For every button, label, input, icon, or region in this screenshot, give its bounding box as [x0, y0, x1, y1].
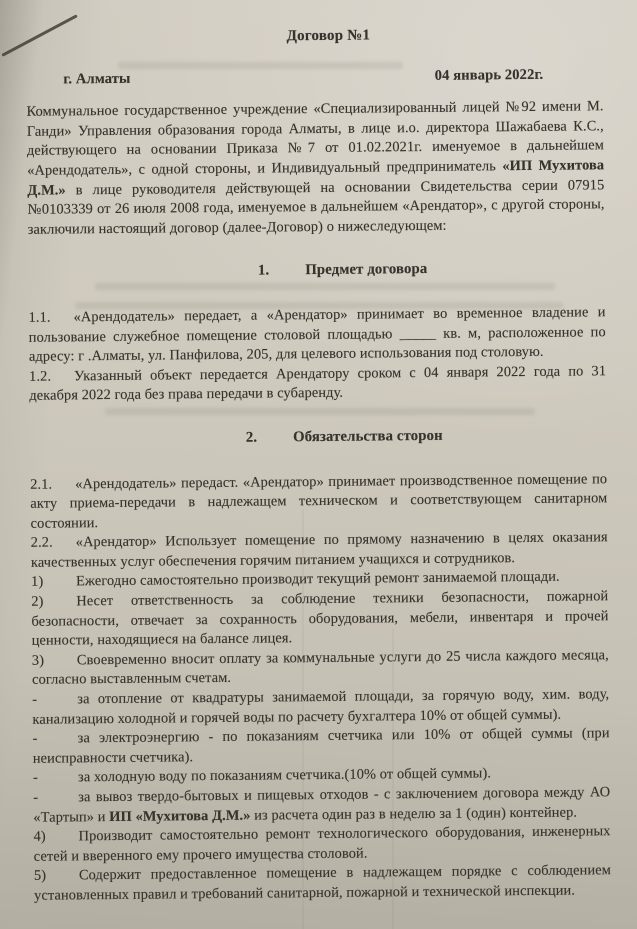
paragraph-label: 2.2. — [30, 534, 53, 552]
date-label: 04 январь 2022г. — [434, 66, 544, 84]
text-segment: за отопление от квадратуры занимаемой площади, за горячую воду, хим. воду, канализацию холодной и горячей воды по расчету бухгалтера 10% от общей суммы). — [32, 686, 610, 728]
city-label: г. Алматы — [63, 70, 131, 88]
document-paragraph — [32, 685, 609, 730]
text-segment: в лице руководителя действующей на основании Свидетельства серии 07915 №0103339 от 26 июля 2008 года, именуемое в дальнейшем «Арендатор», с другой стороны, заключили настоящий договор (далее-Договор) о нижеследующем: — [27, 176, 605, 238]
document-paragraph — [30, 470, 608, 534]
paragraph-label: 2) — [31, 593, 44, 610]
paragraph-label: - — [32, 691, 38, 708]
section-title: Обязательства сторон — [293, 427, 443, 446]
text-segment: Содержит предоставленное помещение в надлежащем порядке с соблюдением установленных правил и требований санитарной, пожарной и технической инспекции. — [34, 862, 611, 904]
section-heading — [54, 258, 631, 283]
document-title: Договор №1 — [286, 27, 371, 45]
text-segment: «Арендодатель» передаст. «Арендатор» принимает производственное помещение по акту приема-передачи в надлежащем техническом и соответствующем санитарном состоянии. — [30, 470, 608, 532]
paragraph-label: 4) — [33, 828, 46, 845]
paragraph-label: - — [33, 789, 39, 806]
document-paragraph — [33, 783, 610, 828]
paragraph-label: 5) — [33, 868, 47, 885]
section-number: 1. — [257, 262, 270, 279]
document-paragraph — [27, 97, 605, 240]
section-heading — [56, 425, 633, 450]
document-paragraph — [32, 646, 609, 691]
text-segment: Своевременно вносит оплату за коммунальные услуги до 25 числа каждого месяца, согласно выставленным счетам. — [31, 647, 609, 689]
text-segment: ИП «Мухитова Д.М.» — [109, 807, 251, 825]
section-number: 2. — [245, 429, 258, 446]
document-paragraph — [34, 862, 611, 907]
text-segment: из расчета один раз в неделю за 1 (один) контейнер. — [250, 804, 578, 824]
paragraph-label: 3) — [31, 652, 45, 669]
document-paragraph — [33, 822, 610, 867]
paragraph-label: - — [32, 770, 38, 787]
text-segment: за холодную воду по показаниям счетчика.(10% от общей суммы). — [77, 765, 492, 786]
paragraph-label: 1.2. — [29, 368, 52, 385]
text-segment: «Арендодатель» передает, а «Арендатор» принимает во временное владение и пользование служебное помещение столовой площадью _____ кв. м, расположенное по адресу: г .Алматы, ул. Панфилова, 205, для целевого использования под столовую. — [28, 304, 606, 365]
document-paragraph — [28, 303, 606, 367]
document-paragraph — [31, 529, 608, 574]
text-segment: «ИП Мухитова Д.М.» — [27, 157, 605, 199]
city-date-row — [26, 65, 603, 90]
paragraph-label: 1) — [31, 574, 44, 591]
text-segment: Производит самостоятельно ремонт технологического оборудования, инженерных сетей и вверенного ему прочего имущества столовой. — [33, 823, 611, 865]
document-paragraph — [33, 724, 610, 769]
text-segment: Указанный объект передается Арендатору сроком с 04 января 2022 года по 31 декабря 2022 года без права передачи в субаренду. — [29, 362, 607, 405]
text-segment: за электроэнергию - по показаниям счетчика или 10% от общей суммы (при неисправности счетчика). — [32, 725, 610, 767]
document-paragraph — [29, 362, 606, 407]
section-title: Предмет договора — [305, 261, 428, 279]
text-segment: за вывоз твердо-бытовых и пищевых отходов - с заключением договора между АО «Тартып» и — [33, 784, 611, 826]
paragraph-label: 2.1. — [30, 476, 53, 493]
text-segment: Несет ответственность за соблюдение техники безопасности, пожарной безопасности, отвечает за сохранность оборудования, мебели, инвентаря и прочей ценности, находящиеся на балансе лицея. — [31, 588, 609, 650]
document-paragraph — [31, 587, 609, 651]
text-segment: «Арендатор» Использует помещение по прямому назначению в целях оказания качественных услуг обеспечения горячим питанием учащихся и сотрудников. — [30, 529, 608, 571]
text-segment: Коммунальное государственное учреждение «Специализированный лицей №92 имени М. Ганди» Управления образования города Алматы, в лице и.о. директора Шажабаева К.С., действующего на основании Приказа №7 от 01.02.2021г. именуемое в дальнейшем «Арендодатель», с одной стороны, и Индивидуальный предприниматель — [26, 98, 605, 179]
paragraph-label: 1.1. — [28, 309, 51, 326]
document-body — [27, 97, 612, 906]
paragraph-label: - — [32, 730, 38, 747]
text-segment: Ежегодно самостоятельно производит текущий ремонт занимаемой площади. — [76, 569, 560, 590]
